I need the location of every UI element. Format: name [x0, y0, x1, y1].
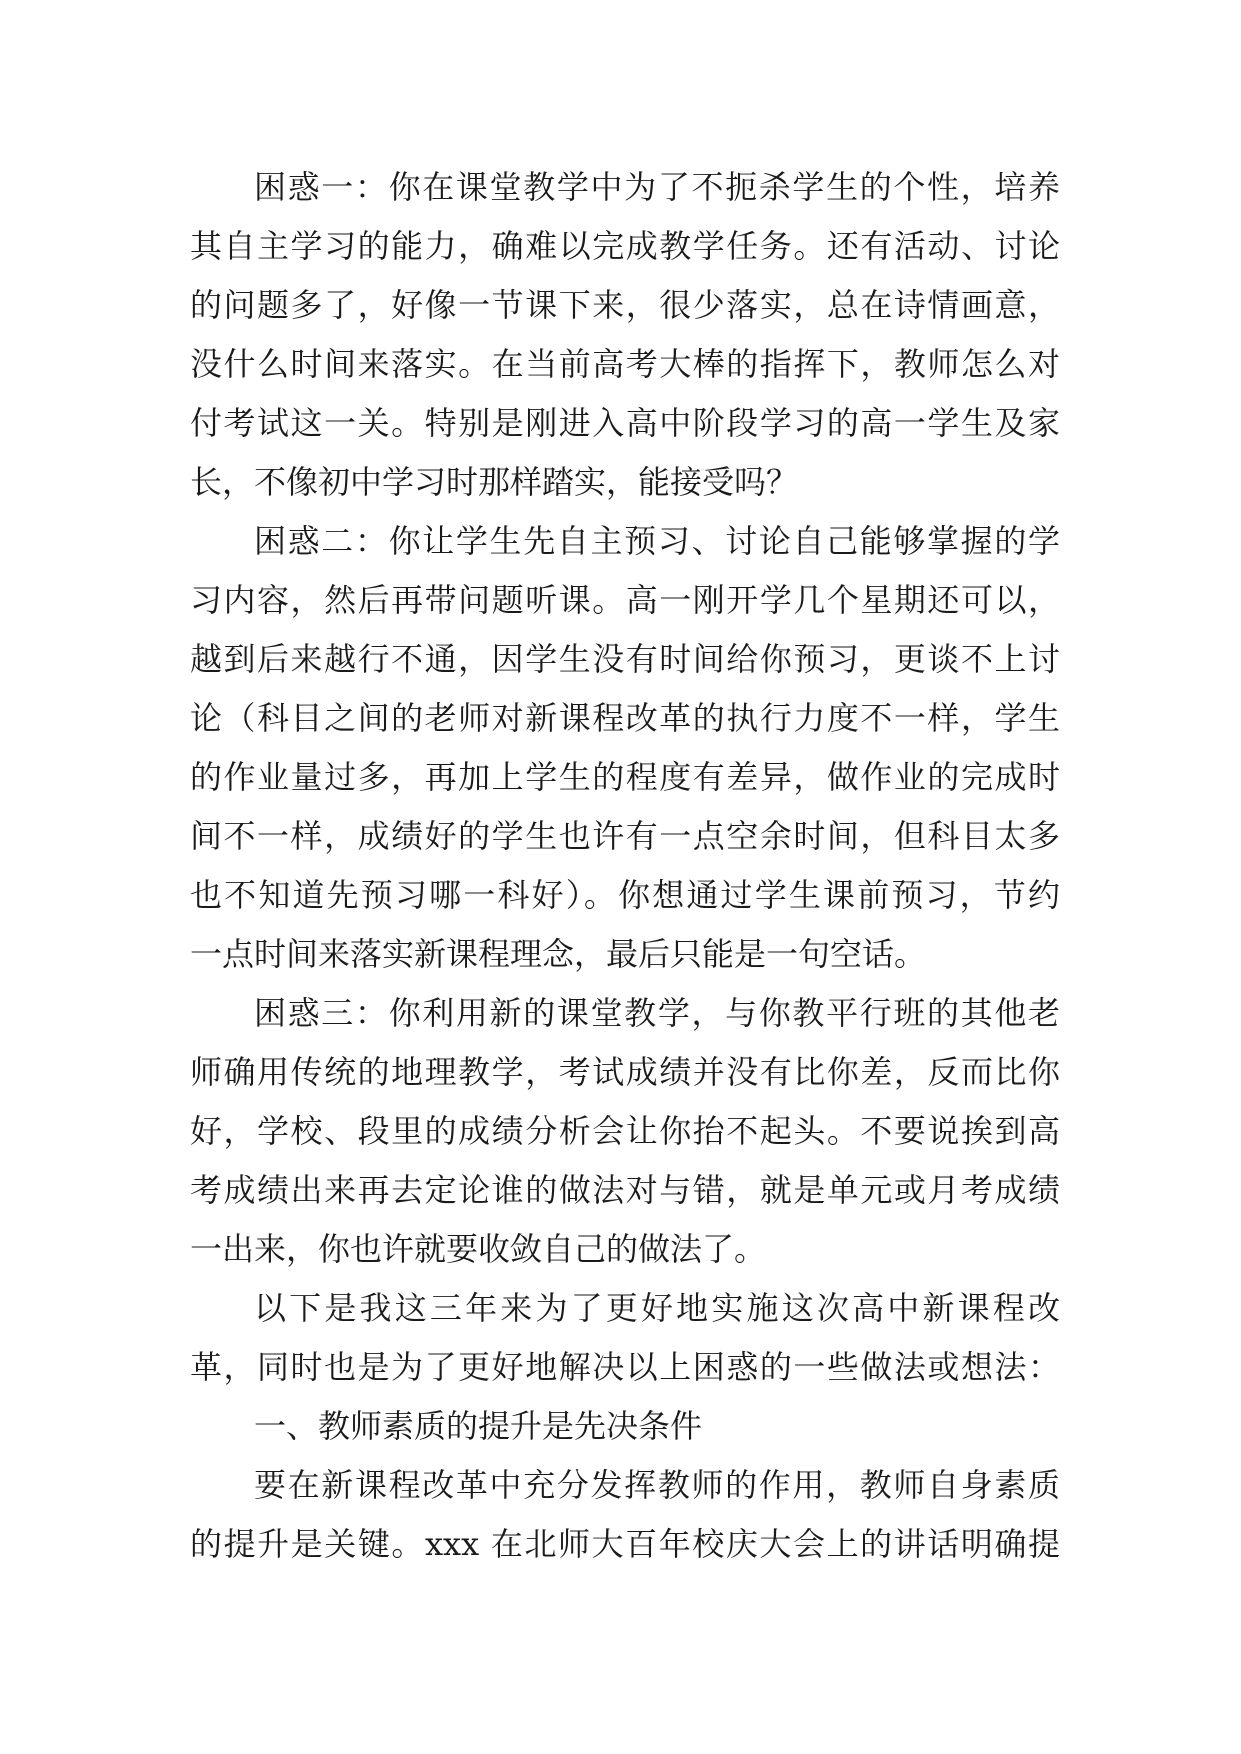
text-line: 困惑二：你让学生先自主预习、讨论自己能够掌握的学 — [254, 522, 1060, 560]
paragraph-confusion-3 — [190, 984, 1060, 1279]
text-line: 困惑三：你利用新的课堂教学，与你教平行班的其他老 — [254, 994, 1060, 1032]
paragraph-section-1 — [190, 1456, 1060, 1574]
text-line: 困惑一：你在课堂教学中为了不扼杀学生的个性，培养 — [254, 168, 1060, 206]
text-line: 考成绩出来再去定论谁的做法对与错，就是单元或月考成绩 — [190, 1171, 1060, 1209]
text-line: 习内容，然后再带问题听课。高一刚开学几个星期还可以， — [190, 581, 1060, 619]
text-line: 革，同时也是为了更好地解决以上困惑的一些做法或想法： — [190, 1348, 1060, 1386]
text-line: 师确用传统的地理教学，考试成绩并没有比你差，反而比你 — [190, 1053, 1060, 1091]
paragraph-intro — [190, 1279, 1060, 1397]
text-line: 的提升是关键。xxx 在北师大百年校庆大会上的讲话明确提 — [190, 1525, 1060, 1563]
text-line: 间不一样，成绩好的学生也许有一点空余时间，但科目太多 — [190, 817, 1060, 855]
text-line: 好，学校、段里的成绩分析会让你抬不起头。不要说挨到高 — [190, 1112, 1060, 1150]
text-line: 付考试这一关。特别是刚进入高中阶段学习的高一学生及家 — [190, 404, 1060, 442]
text-line: 以下是我这三年来为了更好地实施这次高中新课程改 — [254, 1289, 1060, 1327]
paragraph-confusion-2 — [190, 512, 1060, 984]
text-line: 论（科目之间的老师对新课程改革的执行力度不一样，学生 — [190, 699, 1060, 737]
text-line: 也不知道先预习哪一科好）。你想通过学生课前预习，节约 — [190, 876, 1060, 914]
text-line: 越到后来越行不通，因学生没有时间给你预习，更谈不上讨 — [190, 640, 1060, 678]
text-line: 一点时间来落实新课程理念，最后只能是一句空话。 — [190, 935, 927, 973]
text-line: 的作业量过多，再加上学生的程度有差异，做作业的完成时 — [190, 758, 1060, 796]
paragraph-confusion-1 — [190, 158, 1060, 512]
text-line: 要在新课程改革中充分发挥教师的作用，教师自身素质 — [254, 1466, 1060, 1504]
section-heading-1 — [190, 1397, 1060, 1456]
text-line: 其自主学习的能力，确难以完成教学任务。还有活动、讨论 — [190, 227, 1060, 265]
text-line: 的问题多了，好像一节课下来，很少落实，总在诗情画意， — [190, 286, 1060, 324]
section-heading-text: 一、教师素质的提升是先决条件 — [254, 1407, 703, 1445]
body-text — [190, 158, 1060, 1574]
text-line: 没什么时间来落实。在当前高考大棒的指挥下，教师怎么对 — [190, 345, 1060, 383]
text-line: 一出来，你也许就要收敛自己的做法了。 — [190, 1230, 767, 1268]
text-line: 长，不像初中学习时那样踏实，能接受吗？ — [190, 463, 799, 501]
